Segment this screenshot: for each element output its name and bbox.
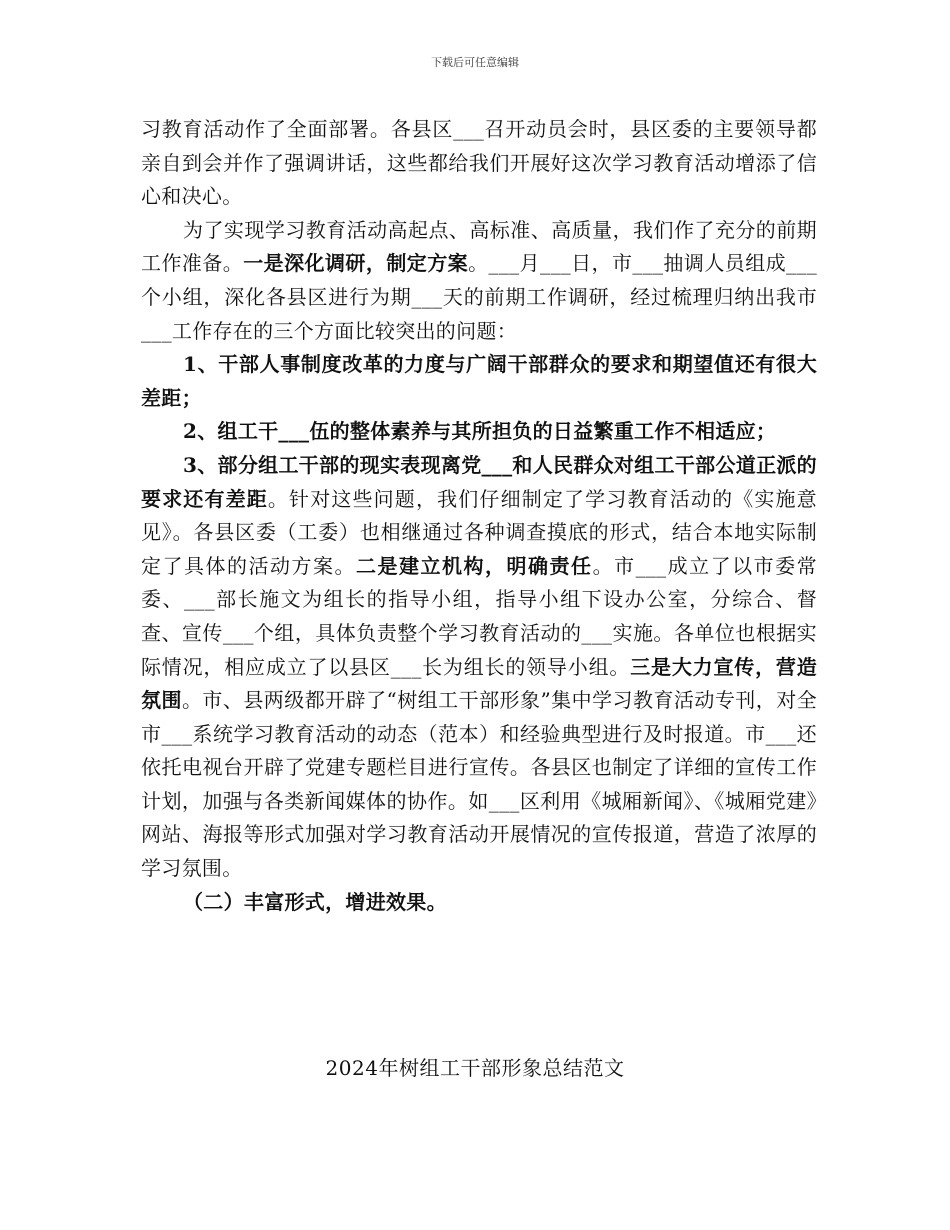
paragraph-text: 。___月___日，市___抽调人员组成___个小组，深化各县区进行为期___天的前期工作调研，经过梳理归纳出我市___工作存在的三个方面比较突出的问题： [141, 251, 817, 343]
page-header: 下载后可任意编辑 [431, 56, 519, 69]
document-body [141, 113, 817, 919]
paragraph-text: 。市、县两级都开辟了“树组工干部形象”集中学习教育活动专刊，对全市___系统学习教育活动的动态（范本）和经验典型进行及时报道。市___还依托电视台开辟了党建专题栏目进行宣传。各县区也制定了详细的宣传工作计划，加强与各类新闻媒体的协作。如___区利用《城厢新闻》、《城厢党建》网站、海报等形式加强对学习教育活动开展情况的宣传报道，营造了浓厚的学习氛围。 [141, 688, 817, 881]
document-title: 2024年树组工干部形象总结范文 [325, 1056, 625, 1080]
paragraph-text: 为了实现学习教育活动高起点、高标准、高质量，我们作了充分的前期工作准备。 [141, 217, 817, 276]
list-item-text: 2、组工干___伍的整体素养与其所担负的日益繁重工作不相适应； [183, 419, 777, 444]
list-item-2 [141, 415, 817, 449]
list-item-text: 3、部分组工干部的现实表现离党___和人民群众对组工干部公道正派的要求还有差距 [141, 452, 817, 511]
paragraph-text: 习教育活动作了全面部署。各县区___召开动员会时，县区委的主要领导都亲自到会并作了强调讲话，这些都给我们开展好这次学习教育活动增添了信心和决心。 [141, 117, 817, 209]
bold-heading: 一是深化调研，制定方案 [243, 251, 469, 276]
paragraph-text: 。针对这些问题，我们仔细制定了学习教育活动的《实施意见》。各县区委（工委）也相继通过各种调查摸底的形式，结合本地实际制定了具体的活动方案。 [141, 486, 817, 578]
bold-heading: 二是建立机构，明确责任 [356, 553, 593, 578]
paragraph-1 [141, 113, 817, 214]
list-item-text: 1、干部人事制度改革的力度与广阔干部群众的要求和期望值还有很大差距； [141, 352, 817, 410]
section-heading [141, 886, 817, 920]
section-heading-text: （二）丰富形式，增进效果。 [183, 889, 447, 914]
list-item-3 [141, 449, 817, 886]
bold-heading: 三是大力宣传，营造氛围 [141, 654, 818, 713]
list-item-1 [141, 348, 817, 415]
paragraph-text: 。市___成立了以市委常委、___部长施文为组长的指导小组，指导小组下设办公室，分综合、督查、宣传___个组，具体负责整个学习教育活动的___实施。各单位也根据实际情况，相应成立了以县区___长为组长的领导小组。 [141, 553, 817, 679]
paragraph-2 [141, 214, 817, 348]
